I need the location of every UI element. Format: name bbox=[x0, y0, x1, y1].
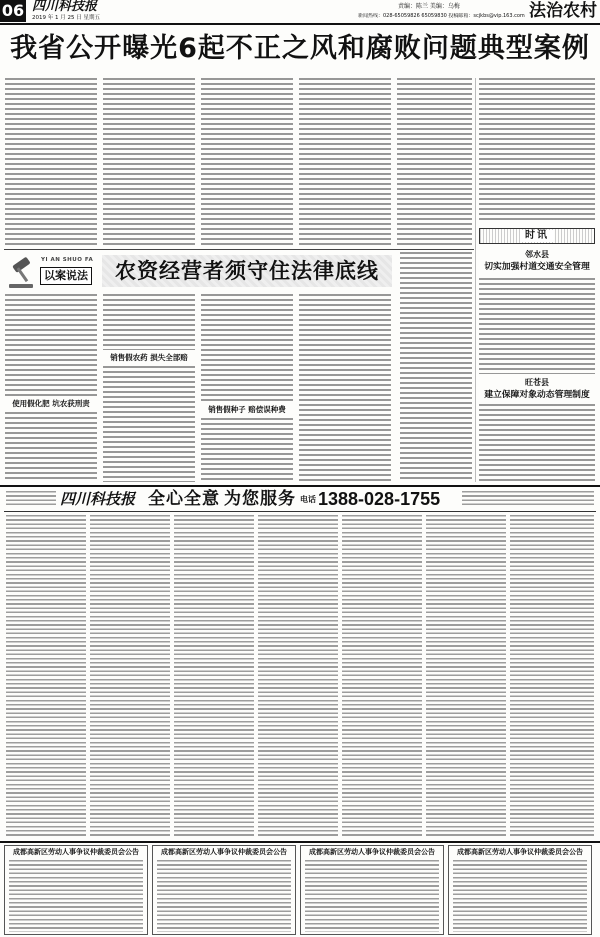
notice-title: 成都高新区劳动人事争议仲裁委员会公告 bbox=[13, 848, 139, 856]
text-block bbox=[5, 412, 97, 482]
banner-logo: 四川科技报 bbox=[60, 490, 136, 508]
arbitration-notice bbox=[300, 845, 444, 935]
case-law-logo-pinyin: YI AN SHUO FA bbox=[41, 257, 94, 263]
text-block bbox=[201, 418, 293, 482]
hotline-line: 新闻热线：028-65059826 65059830 投稿邮箱：scjkbs@vip.163.com bbox=[358, 13, 525, 19]
main-story-column bbox=[397, 78, 472, 246]
brief-headline: 切实加强村道交通安全管理 bbox=[484, 262, 590, 272]
case-law-subhead: 销售假农药 损失全部赔 bbox=[110, 353, 188, 362]
case-law-column bbox=[299, 294, 391, 482]
classified-column bbox=[426, 515, 506, 838]
arbitration-notice bbox=[152, 845, 296, 935]
case-law-logo bbox=[5, 254, 99, 292]
case-law-column bbox=[103, 294, 195, 482]
classified-column bbox=[6, 515, 86, 838]
news-brief-title: 时讯 bbox=[520, 230, 554, 242]
text-block bbox=[103, 294, 195, 350]
case-law-column bbox=[5, 294, 97, 482]
editors-line: 责编：陈兰 美编：乌梅 bbox=[398, 3, 460, 10]
brief-county: 邻水县 bbox=[525, 250, 549, 259]
main-story-column bbox=[299, 78, 391, 246]
text-block bbox=[103, 366, 195, 482]
notice-title: 成都高新区劳动人事争议仲裁委员会公告 bbox=[457, 848, 583, 856]
text-block bbox=[5, 294, 97, 396]
classified-column bbox=[174, 515, 254, 838]
notice-body bbox=[453, 860, 587, 932]
notice-body bbox=[157, 860, 291, 932]
classified-column bbox=[342, 515, 422, 838]
banner-phone-label: 电话 bbox=[300, 495, 316, 504]
arbitration-notice bbox=[4, 845, 148, 935]
banner-small-print bbox=[462, 491, 594, 507]
news-brief-title-box bbox=[479, 228, 595, 244]
main-story-column bbox=[479, 78, 595, 222]
case-law-column bbox=[201, 294, 293, 482]
notice-body bbox=[9, 860, 143, 932]
page-number: 06 bbox=[1, 1, 25, 20]
banner-slogan: 全心全意 bbox=[148, 489, 220, 509]
brief-body bbox=[479, 278, 595, 374]
issue-date: 2019 年 1 月 25 日 星期五 bbox=[32, 15, 100, 21]
main-story-column bbox=[201, 78, 293, 246]
main-story-column bbox=[5, 78, 97, 246]
case-law-rule bbox=[4, 249, 474, 250]
classified-top-rule bbox=[0, 485, 600, 487]
header-rule bbox=[0, 23, 600, 25]
notice-title: 成都高新区劳动人事争议仲裁委员会公告 bbox=[309, 848, 435, 856]
notice-title: 成都高新区劳动人事争议仲裁委员会公告 bbox=[161, 848, 287, 856]
brief-headline: 建立保障对象动态管理制度 bbox=[484, 390, 590, 400]
classified-column bbox=[90, 515, 170, 838]
banner-slogan: 为您服务 bbox=[224, 489, 296, 509]
classified-column bbox=[510, 515, 594, 838]
case-law-subhead: 销售假种子 赔偿误种费 bbox=[208, 405, 286, 414]
text-block bbox=[201, 294, 293, 402]
case-law-subhead: 使用假化肥 坑农获刑责 bbox=[12, 399, 90, 408]
column-divider bbox=[475, 78, 476, 482]
classified-column bbox=[258, 515, 338, 838]
case-law-headline: 农资经营者须守住法律底线 bbox=[115, 259, 379, 283]
footer-rule bbox=[0, 841, 600, 843]
masthead-logo: 四川科技报 bbox=[32, 0, 98, 14]
gavel-icon bbox=[7, 257, 39, 290]
main-headline: 我省公开曝光6起不正之风和腐败问题典型案例 bbox=[10, 33, 590, 64]
brief-body bbox=[479, 404, 595, 482]
banner-phone: 1388-028-1755 bbox=[318, 489, 441, 509]
brief-county: 旺苍县 bbox=[525, 378, 549, 387]
main-story-column bbox=[103, 78, 195, 246]
arbitration-notice bbox=[448, 845, 592, 935]
case-law-headline-band bbox=[102, 255, 392, 287]
main-story-column bbox=[400, 252, 472, 482]
notice-body bbox=[305, 860, 439, 932]
case-law-logo-label: 以案说法 bbox=[40, 267, 92, 285]
banner-small-print bbox=[6, 491, 56, 507]
banner-bottom-rule bbox=[4, 511, 596, 512]
section-title: 法治农村 bbox=[529, 1, 597, 21]
